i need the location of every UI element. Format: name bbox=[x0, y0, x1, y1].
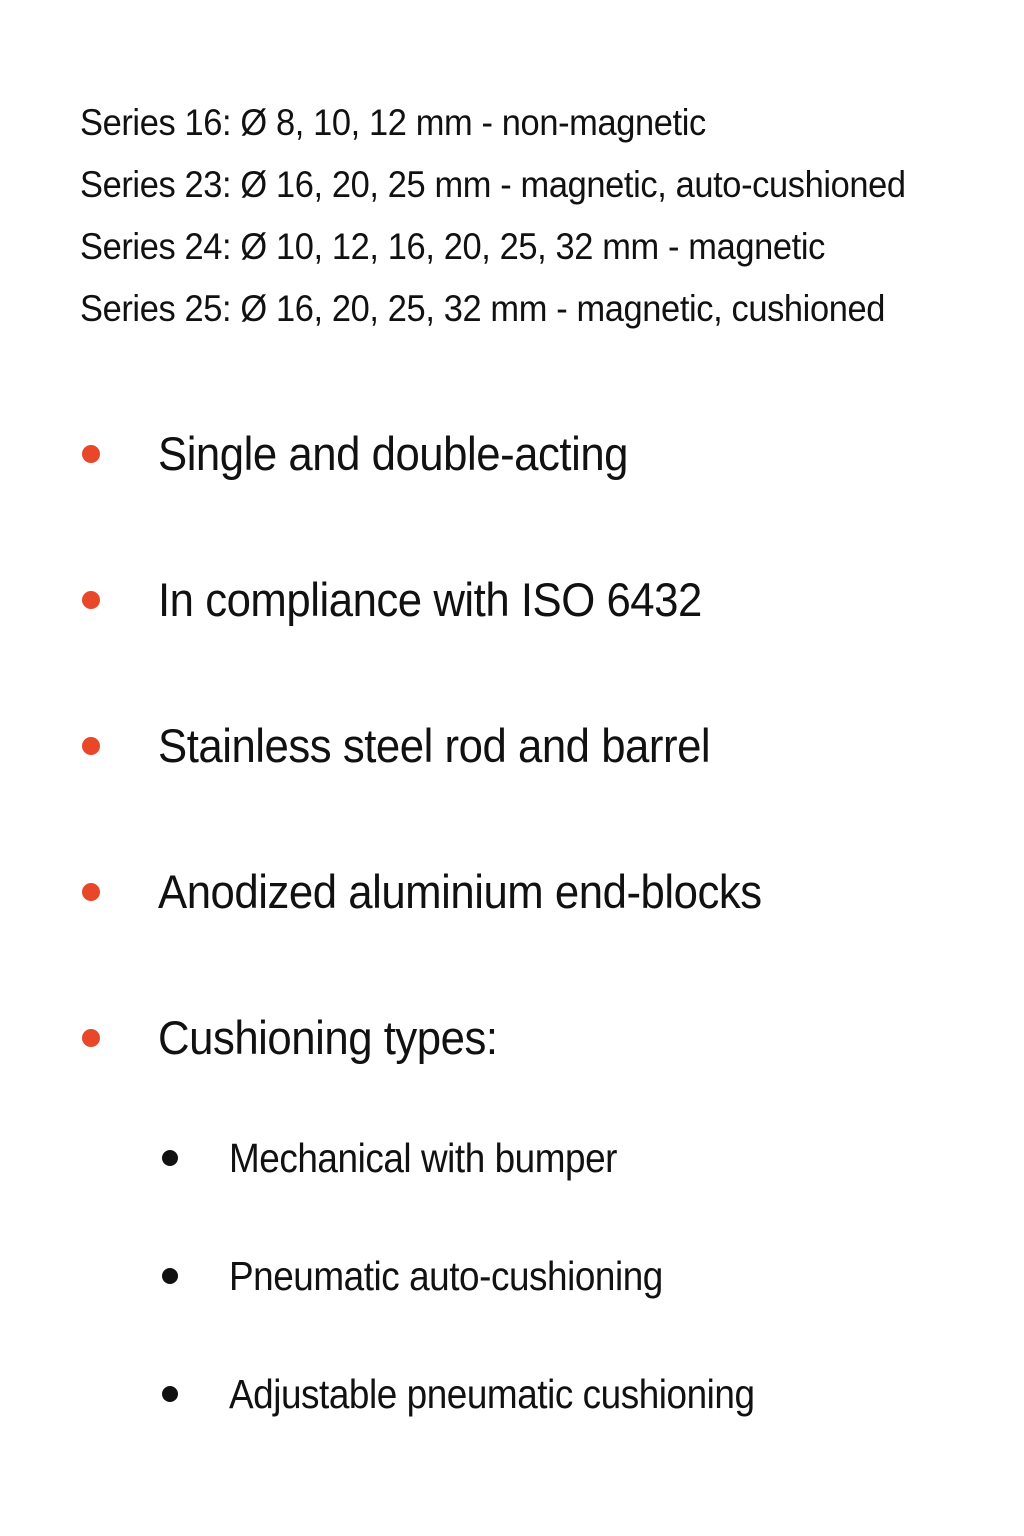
bullet-dot-icon bbox=[82, 737, 100, 755]
cushioning-item bbox=[0, 1246, 1024, 1306]
feature-item bbox=[0, 565, 1024, 635]
feature-label: Anodized aluminium end-blocks bbox=[158, 865, 762, 918]
feature-label: Stainless steel rod and barrel bbox=[158, 719, 711, 772]
feature-item bbox=[0, 711, 1024, 781]
series-line: Series 25: Ø 16, 20, 25, 32 mm - magnetic, cushioned bbox=[80, 288, 886, 329]
sub-bullet-dot-icon bbox=[162, 1386, 178, 1402]
cushioning-label: Mechanical with bumper bbox=[229, 1135, 617, 1181]
feature-label: Single and double-acting bbox=[158, 427, 629, 480]
bullet-dot-icon bbox=[82, 591, 100, 609]
feature-item bbox=[0, 857, 1024, 927]
series-line: Series 23: Ø 16, 20, 25 mm - magnetic, auto-cushioned bbox=[80, 164, 906, 205]
cushioning-label: Pneumatic auto-cushioning bbox=[229, 1253, 663, 1299]
series-line: Series 16: Ø 8, 10, 12 mm - non-magnetic bbox=[80, 102, 706, 143]
feature-item bbox=[0, 1003, 1024, 1073]
bullet-dot-icon bbox=[82, 1029, 100, 1047]
feature-item bbox=[0, 419, 1024, 489]
sub-bullet-dot-icon bbox=[162, 1150, 178, 1166]
feature-label: Cushioning types: bbox=[158, 1011, 498, 1064]
cushioning-label: Adjustable pneumatic cushioning bbox=[229, 1371, 755, 1417]
cushioning-item bbox=[0, 1364, 1024, 1424]
cushioning-item bbox=[0, 1128, 1024, 1188]
sub-bullet-dot-icon bbox=[162, 1268, 178, 1284]
series-line: Series 24: Ø 10, 12, 16, 20, 25, 32 mm - magnetic bbox=[80, 226, 825, 267]
feature-label: In compliance with ISO 6432 bbox=[158, 573, 702, 626]
bullet-dot-icon bbox=[82, 445, 100, 463]
bullet-dot-icon bbox=[82, 883, 100, 901]
